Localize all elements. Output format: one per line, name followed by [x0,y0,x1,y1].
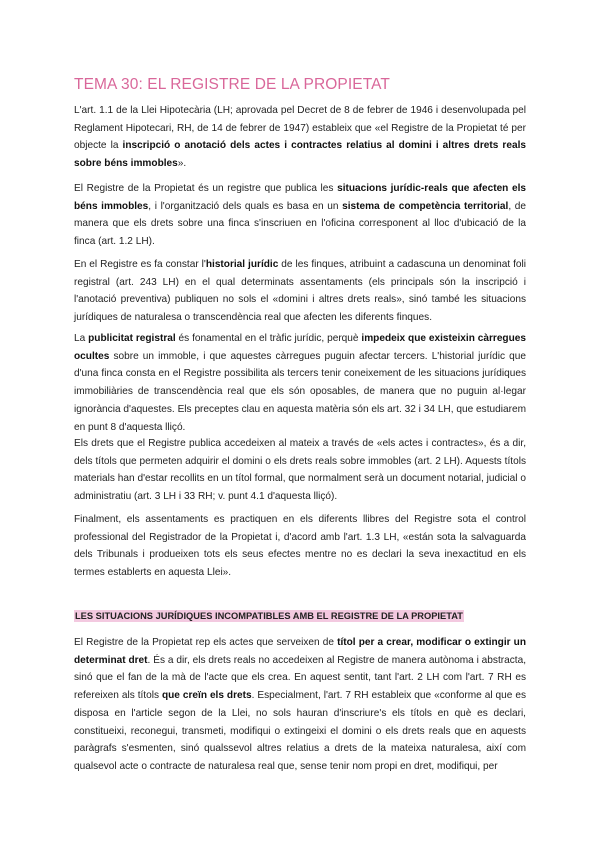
bold-text: situacions jurídic-reals que afecten els béns immobles [74,183,526,212]
bold-text: sistema de competència territorial [342,200,509,212]
text: El Registre de la Propietat rep els actes que serveixen de [74,637,338,648]
text: La [74,333,89,344]
paragraph-titols: Els drets que el Registre publica accedeixen al mateix a través de «els actes i contractes», és a dir, dels títols que permeten adquirir el domini o els drets reals sobre immobles (art. 2 LH). Aquests títols materials han d'estar recollits en un títol formal, que normalment serà un document notarial, judicial o administratiu (art. 3 LH i 33 RH; v. punt 4.1 d'aquesta lliçó). [74,438,526,503]
text: és fonamental en el tràfic jurídic, perquè [175,333,362,344]
section-heading: LES SITUACIONS JURÍDIQUES INCOMPATIBLES AMB EL REGISTRE DE LA PROPIETAT [75,611,463,621]
text: de les finques, atribuint a cadascuna un denominat foli registral (art. 243 LH) en el qual determinats assentaments (els principals són la inscripció i l'anotació preventiva) publiquen no sols el «domini i altres drets reals», sinó també les situacions jurídiques de naturalesa o transcendència real que afecten les diferents finques. [74,259,526,324]
paragraph-publicitat [74,330,526,436]
paragraph-registre [74,180,526,251]
text: El Registre de la Propietat és un registre que publica les [74,183,338,194]
text: . Especialment, l'art. 7 RH estableix que «conforme al que es disposa en l'article segon de la Llei, no sols hauran d'inscriure's els títols en què es declari, constitueixi, reconegui, transmeti, modifiqui o extingeixi el domini o els drets reals que en aquests paràgrafs s'esmenten, sinó qualssevol altres relatius a drets de la mateixa naturalesa, així com qualsevol acte o contracte de naturalesa real que, sense tenir nom propi en dret, modifiqui, per [74,690,526,772]
paragraph-situacions [74,634,526,776]
text: En el Registre es fa constar l' [74,259,206,270]
text: ». [177,158,187,170]
bold-text: impedeix que existeixin càrregues ocultes [74,333,526,362]
bold-text: títol per a crear, modificar o extingir un determinat dret [74,637,527,666]
page-title: TEMA 30: EL REGISTRE DE LA PROPIETAT [74,76,390,93]
text: sobre un immoble, i que aquestes càrregues puguin afectar tercers. L'historial jurídic que d'una finca consta en el Registre possibilita als tercers tenir coneixement de les situacions jurídiques immobiliàries de transcendència real que els són oposables, de manera que no puguin al·legar ignorància d'aquestes. Els preceptes clau en aquesta matèria són els art. 32 i 34 LH, que estudiarem en punt 8 d'aquesta lliçó. [74,350,526,433]
bold-text: historial jurídic [205,259,279,270]
text: . És a dir, els drets reals no accedeixen al Registre de manera autònoma i abstracta, sinó que el fan de la mà de l'acte que els crea. En aquest sentit, tant l'art. 2 LH com l'art. 7 RH es refereixen als títols [74,654,527,702]
bold-text: publicitat registral [88,333,176,344]
text: , de manera que els drets sobre una finca s'inscriuen en l'oficina corresponent al lloc d'ubicació de la finca (art. 1.2 LH). [74,200,526,248]
paragraph-finalment: Finalment, els assentaments es practiquen en els diferents llibres del Registre sota el control professional del Registrador de la Propietat i, d'acord amb l'art. 1.3 LH, «están sota la salvaguarda dels Tribunals i produeixen tots els seus efectes mentre no es declari la seva inexactitud en els termes establerts en aquesta Llei». [74,514,526,579]
paragraph-intro [74,102,526,173]
bold-text: inscripció o anotació dels actes i contractes relatius al domini i altres drets reals sobre béns immobles [74,140,527,170]
bold-text: que creïn els drets [161,690,252,702]
paragraph-historial [74,256,526,327]
text: L'art. 1.1 de la Llei Hipotecària (LH; aprovada pel Decret de 8 de febrer de 1946 i desenvolupada pel Reglament Hipotecari, RH, de 14 de febrer de 1947) estableix que «el Registre de la Propietat té per objecte la [74,105,526,152]
text: , i l'organització dels quals es basa en un [148,200,343,212]
